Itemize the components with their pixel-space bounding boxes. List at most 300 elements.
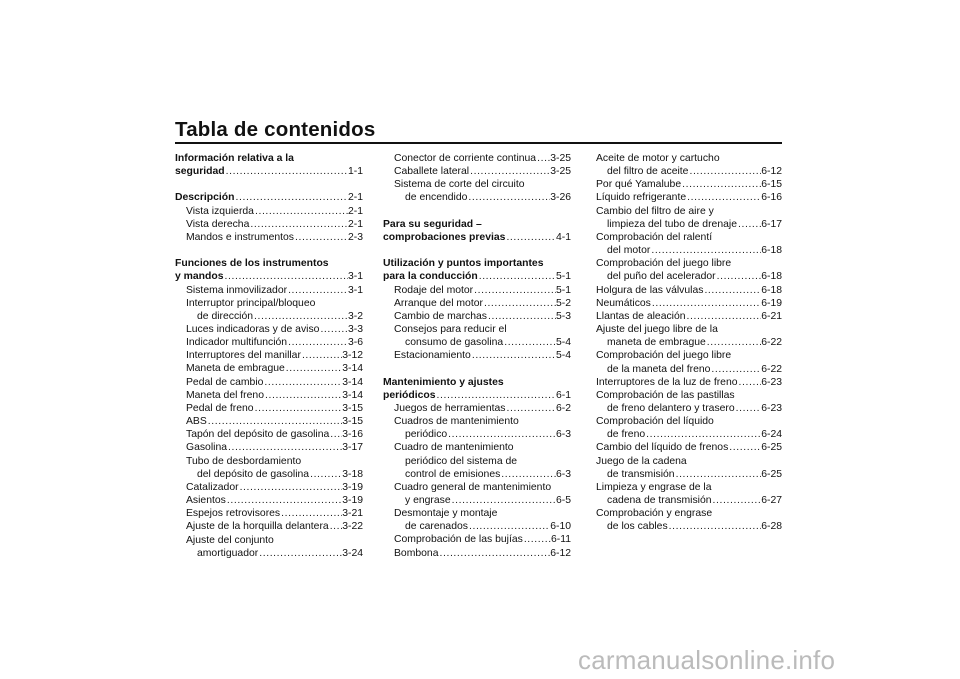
toc-entry[interactable] [596,152,782,178]
dot-leader [253,310,348,323]
toc-entry-title: Caballete lateral [394,166,470,178]
dot-leader [471,349,556,362]
toc-line [383,468,571,481]
dot-leader [483,297,556,310]
toc-page-number: 6-23 [761,376,782,388]
toc-line [175,152,363,165]
toc-line [596,520,782,533]
section-spacer [175,178,363,191]
toc-entry[interactable] [175,481,363,494]
toc-column-2 [383,152,571,560]
toc-entry-title: Comprobación de las bujías [394,534,523,546]
toc-line [596,441,782,454]
toc-page-number: 3-16 [342,429,363,441]
toc-entry-title: Pedal de cambio [186,376,264,388]
toc-entry-title: Desmontaje y montaje [394,508,498,520]
dot-leader [254,402,343,415]
toc-line [383,165,571,178]
toc-entry[interactable] [596,323,782,349]
dot-leader [500,468,556,481]
toc-line [596,376,782,389]
toc-line [596,257,782,270]
toc-line [383,178,571,191]
toc-entry-title: maneta de embrague [607,337,706,349]
toc-entry-title: Interruptores de la luz de freno [596,376,738,388]
toc-line [175,402,363,415]
toc-entry[interactable] [175,218,363,231]
toc-entry-title: Información relativa a la [175,153,294,164]
toc-entry[interactable] [383,415,571,441]
toc-line [596,507,782,520]
toc-entry-title: Líquido refrigerante [596,192,687,204]
toc-line [596,428,782,441]
toc-entry-title: de encendido [405,192,468,204]
dot-leader [712,494,762,507]
toc-page-number: 2-1 [347,218,363,230]
toc-page-number: 3-25 [550,166,571,178]
toc-line [383,481,571,494]
toc-line [596,270,782,283]
toc-line [175,376,363,389]
toc-page-number: 5-4 [555,337,571,349]
dot-leader [681,178,761,191]
toc-entry[interactable] [596,297,782,310]
toc-entry-title: Indicador multifunción [186,337,288,349]
toc-entry[interactable] [596,310,782,323]
dot-leader [258,547,342,560]
toc-line [383,297,571,310]
toc-entry-title: de transmisión [607,468,675,480]
toc-entry[interactable] [596,178,782,191]
dot-leader [280,507,342,520]
toc-line [175,455,363,468]
toc-line [383,257,571,270]
dot-leader [478,270,556,283]
toc-entry[interactable] [383,297,571,310]
toc-line [383,270,571,283]
toc-entry-title: Comprobación de las pastillas [596,389,735,401]
toc-entry[interactable] [596,349,782,375]
toc-line [175,520,363,533]
toc-entry-title: periódico [405,429,448,441]
toc-entry-title: Cambio de marchas [394,310,487,322]
toc-entry[interactable] [175,231,363,244]
dot-leader [706,336,761,349]
toc-line [175,415,363,428]
toc-entry-title: Cambio del líquido de frenos [596,442,729,454]
toc-section-heading[interactable] [175,257,363,283]
dot-leader [294,231,348,244]
dot-leader [451,494,556,507]
toc-line [383,218,571,231]
toc-entry-title: Juegos de herramientas [394,402,506,414]
toc-entry-title: Comprobación del ralentí [596,231,713,243]
toc-line [383,389,571,402]
toc-line [175,547,363,560]
toc-entry-title: Juego de la cadena [596,455,687,467]
dot-leader [319,323,348,336]
toc-page-number: 6-18 [761,284,782,296]
toc-entry-title: Cuadros de mantenimiento [394,416,519,428]
toc-entry-title: consumo de gasolina [405,337,504,349]
toc-page-number: 3-1 [347,284,363,296]
toc-page-number: 3-19 [342,481,363,493]
toc-entry[interactable] [175,376,363,389]
toc-page-number: 6-19 [761,297,782,309]
dot-leader [728,441,761,454]
toc-entry-title: de los cables [607,521,668,533]
toc-page-number: 6-22 [761,337,782,349]
dot-leader [703,284,761,297]
toc-entry[interactable] [383,547,571,560]
toc-line [175,481,363,494]
dot-leader [329,428,342,441]
toc-page-number: 6-12 [761,166,782,178]
toc-line [175,323,363,336]
toc-line [383,349,571,362]
dot-leader [688,165,761,178]
dot-leader [735,402,762,415]
toc-entry-title: periódico del sistema de [405,455,518,467]
toc-section-heading[interactable] [383,218,571,244]
dot-leader [226,494,342,507]
toc-entry[interactable] [175,415,363,428]
toc-entry-title: Ajuste del juego libre de la [596,324,718,336]
toc-entry[interactable] [596,284,782,297]
toc-page-number: 6-28 [761,521,782,533]
dot-leader [738,376,762,389]
toc-line [175,534,363,547]
toc-page-number: 3-17 [342,442,363,454]
toc-page-number: 6-1 [555,389,571,401]
toc-page-number: 3-14 [342,376,363,388]
toc-entry[interactable] [383,481,571,507]
toc-line [383,533,571,546]
toc-page-number: 6-3 [555,429,571,441]
dot-leader [737,218,761,231]
toc-page-number: 6-24 [761,429,782,441]
toc-page-number: 6-10 [550,521,571,533]
toc-line [596,363,782,376]
toc-line [175,389,363,402]
toc-entry[interactable] [175,323,363,336]
section-spacer [383,205,571,218]
toc-line [383,310,571,323]
toc-line [596,494,782,507]
toc-page-number: 6-16 [761,192,782,204]
toc-entry-title: y mandos [175,271,224,283]
toc-entry-title: para la conducción [383,271,478,283]
toc-line [596,191,782,204]
dot-leader [263,376,342,389]
toc-entry-title: Cuadro de mantenimiento [394,442,514,454]
toc-entry-title: Cuadro general de mantenimiento [394,481,552,493]
toc-entry[interactable] [175,389,363,402]
dot-leader [505,231,556,244]
toc-entry[interactable] [596,205,782,231]
toc-entry[interactable] [175,441,363,454]
dot-leader [254,205,348,218]
toc-page-number: 3-24 [342,547,363,559]
toc-section-heading[interactable] [175,152,363,178]
toc-page-number: 3-26 [550,192,571,204]
dot-leader [438,547,550,560]
toc-entry-title: Llantas de aleación [596,310,686,322]
toc-entry-title: Conector de corriente continua [394,153,537,164]
toc-line [596,178,782,191]
toc-line [383,323,571,336]
dot-leader [224,270,348,283]
toc-entry[interactable] [383,152,571,165]
toc-entry[interactable] [596,415,782,441]
toc-line [175,349,363,362]
toc-line [175,362,363,375]
toc-entry[interactable] [383,165,571,178]
dot-leader [287,284,348,297]
toc-line [596,310,782,323]
toc-entry-title: Mantenimiento y ajustes [383,376,504,388]
toc-line [383,336,571,349]
toc-entry[interactable] [175,507,363,520]
toc-entry-title: de freno delantero y trasero [607,402,735,414]
toc-entry[interactable] [175,402,363,415]
toc-line [383,507,571,520]
toc-column-3 [596,152,782,534]
toc-entry-title: del puño del acelerador [607,271,716,283]
toc-entry[interactable] [175,362,363,375]
toc-page-number: 6-21 [761,310,782,322]
toc-entry[interactable] [383,533,571,546]
toc-entry-title: Aceite de motor y cartucho [596,153,720,164]
toc-page-number: 6-23 [761,402,782,414]
toc-entry-title: Ajuste del conjunto [186,534,274,546]
dot-leader [675,468,762,481]
toc-section-heading[interactable] [383,257,571,283]
toc-entry[interactable] [596,481,782,507]
toc-page-number: 5-3 [555,310,571,322]
toc-entry-title: Sistema inmovilizador [186,284,288,296]
toc-page-number: 2-1 [347,205,363,217]
toc-entry[interactable] [175,349,363,362]
toc-entry[interactable] [596,389,782,415]
dot-leader [469,165,550,178]
title-rule [175,142,782,144]
dot-leader [301,349,342,362]
toc-page-number: 3-19 [342,495,363,507]
toc-entry-title: Pedal de freno [186,402,254,414]
toc-line [175,191,363,204]
dot-leader [505,402,555,415]
toc-line [383,152,571,165]
dot-leader [467,191,550,204]
toc-entry-title: Maneta del freno [186,389,264,401]
toc-entry-title: Bombona [394,547,439,559]
toc-page-number: 2-3 [347,231,363,243]
dot-leader [668,520,762,533]
toc-entry[interactable] [175,494,363,507]
toc-entry[interactable] [175,205,363,218]
toc-line [383,402,571,415]
toc-entry-title: Ajuste de la horquilla delantera [186,521,329,533]
toc-entry-title: Luces indicadoras y de aviso [186,324,320,335]
toc-entry-title: del motor [607,245,651,257]
toc-page-number: 6-27 [761,495,782,507]
toc-page-number: 5-1 [555,271,571,283]
toc-entry-title: Arranque del motor [394,297,483,309]
dot-leader [329,520,343,533]
toc-entry-title: del depósito de gasolina [197,468,310,480]
toc-entry-title: Rodaje del motor [394,284,474,296]
toc-page-number: 6-2 [555,402,571,414]
toc-entry-title: Interruptores del manillar [186,350,301,362]
toc-page-number: 3-3 [347,324,363,335]
toc-section-heading[interactable] [175,191,363,204]
toc-entry[interactable] [175,336,363,349]
toc-line [175,165,363,178]
toc-line [175,494,363,507]
toc-line [596,231,782,244]
dot-leader [309,468,342,481]
toc-entry[interactable] [175,520,363,533]
toc-page-number: 3-12 [342,350,363,362]
toc-entry-title: Asientos [186,495,226,507]
toc-entry-title: Gasolina [186,442,228,454]
toc-entry[interactable] [175,284,363,297]
toc-line [596,218,782,231]
toc-page-number: 6-22 [761,363,782,375]
toc-line [175,310,363,323]
toc-entry[interactable] [596,507,782,533]
toc-entry-title: de freno [607,429,646,441]
toc-entry-title: de dirección [197,310,254,322]
dot-leader [716,270,762,283]
toc-line [596,244,782,257]
toc-line [175,205,363,218]
toc-entry-title: Comprobación y engrase [596,508,713,520]
toc-entry-title: Comprobación del juego libre [596,258,732,270]
toc-entry-title: comprobaciones previas [383,231,506,243]
toc-entry[interactable] [383,310,571,323]
toc-entry[interactable] [383,323,571,349]
dot-leader [239,481,343,494]
toc-entry-title: de carenados [405,521,468,533]
toc-entry-title: ABS [186,416,207,428]
toc-line [175,284,363,297]
toc-entry-title: Vista izquierda [186,205,254,217]
toc-entry[interactable] [175,297,363,323]
toc-entry-title: Cambio del filtro de aire y [596,205,714,217]
toc-page-number: 5-1 [555,284,571,296]
toc-entry[interactable] [175,455,363,481]
dot-leader [436,389,556,402]
toc-page-number: 6-3 [555,468,571,480]
toc-entry-title: de la maneta del freno [607,363,711,375]
toc-entry[interactable] [596,376,782,389]
toc-line [175,270,363,283]
toc-entry[interactable] [383,507,571,533]
dot-leader [650,244,761,257]
toc-line [175,468,363,481]
toc-entry-title: Comprobación del juego libre [596,350,732,362]
dot-leader [503,336,556,349]
toc-entry[interactable] [175,534,363,560]
toc-line [175,257,363,270]
toc-page-number: 6-15 [761,179,782,191]
toc-page-number: 3-15 [342,402,363,414]
toc-section-heading[interactable] [383,376,571,402]
toc-page-number: 6-25 [761,468,782,480]
toc-page-number: 3-6 [347,337,363,349]
toc-entry[interactable] [383,402,571,415]
toc-entry-title: Catalizador [186,481,239,493]
toc-line [175,231,363,244]
dot-leader [468,520,550,533]
dot-leader [287,336,348,349]
toc-entry-title: Vista derecha [186,218,250,230]
toc-line [175,428,363,441]
toc-line [596,468,782,481]
toc-line [596,389,782,402]
dot-leader [645,428,761,441]
toc-entry[interactable] [383,178,571,204]
toc-page-number: 2-1 [347,192,363,204]
toc-line [383,415,571,428]
toc-entry-title: Consejos para reducir el [394,324,507,335]
dot-leader [710,363,761,376]
toc-line [596,402,782,415]
toc-line [596,284,782,297]
toc-entry-title: Estacionamiento [394,350,471,362]
toc-entry[interactable] [596,455,782,481]
dot-leader [473,284,556,297]
toc-page-number: 6-5 [555,495,571,507]
toc-line [175,336,363,349]
toc-line [175,297,363,310]
toc-entry[interactable] [596,191,782,204]
toc-page-number: 3-21 [342,508,363,520]
dot-leader [447,428,556,441]
toc-line [383,547,571,560]
toc-entry[interactable] [596,231,782,257]
toc-line [596,323,782,336]
toc-entry[interactable] [383,349,571,362]
toc-page-number: 3-25 [550,153,571,164]
toc-line [175,218,363,231]
toc-page-number: 4-1 [555,231,571,243]
toc-line [596,205,782,218]
toc-line [383,428,571,441]
dot-leader [225,165,348,178]
toc-entry[interactable] [596,257,782,283]
toc-entry[interactable] [175,428,363,441]
toc-entry[interactable] [383,284,571,297]
page-title: Tabla de contenidos [175,118,376,141]
toc-line [383,376,571,389]
toc-line [596,349,782,362]
dot-leader [207,415,342,428]
toc-entry-title: Neumáticos [596,297,651,309]
toc-entry[interactable] [596,441,782,454]
dot-leader [523,533,551,546]
toc-line [383,441,571,454]
toc-line [596,336,782,349]
toc-page-number: 5-2 [555,297,571,309]
toc-entry-title: periódicos [383,389,436,401]
toc-entry-title: Mandos e instrumentos [186,231,295,243]
toc-entry[interactable] [383,441,571,480]
dot-leader [651,297,761,310]
toc-entry-title: amortiguador [197,547,259,559]
